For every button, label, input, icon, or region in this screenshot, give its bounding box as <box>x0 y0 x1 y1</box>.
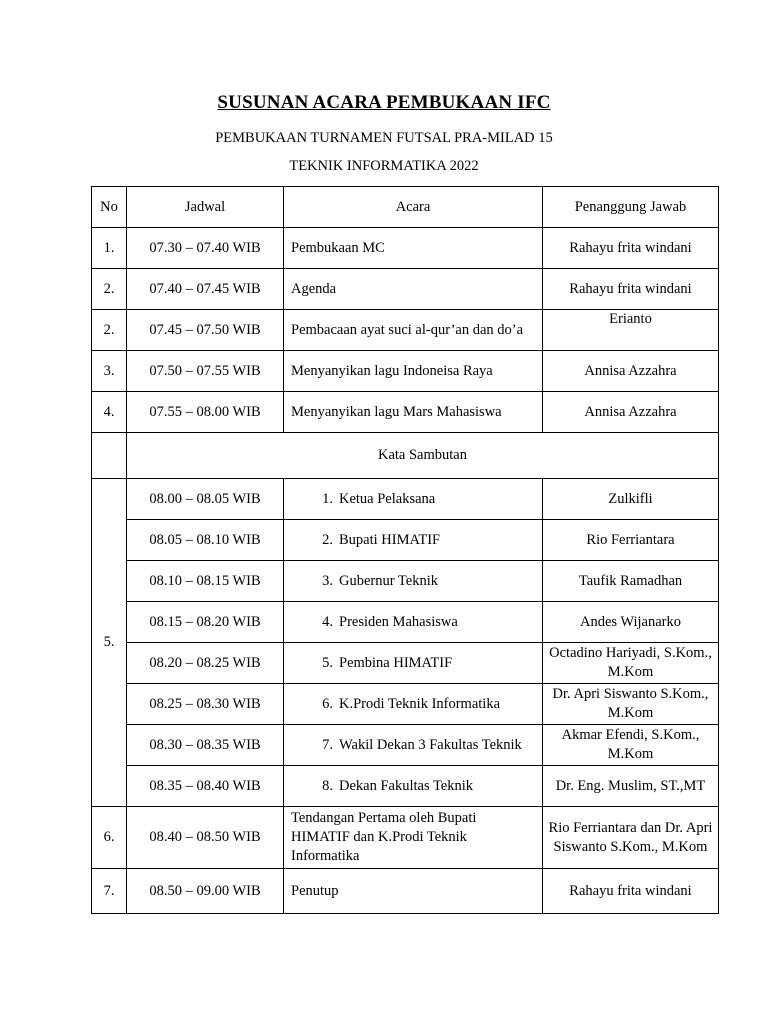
item-text: Ketua Pelaksana <box>339 490 436 507</box>
row-no: 6. <box>92 807 127 869</box>
row-acara <box>284 479 543 520</box>
document-subtitle-event: PEMBUKAAN TURNAMEN FUTSAL PRA-MILAD 15 <box>215 130 553 146</box>
row-pj: Andes Wijanarko <box>543 602 719 643</box>
row-jadwal: 07.55 – 08.00 WIB <box>127 392 284 433</box>
row-acara: Menyanyikan lagu Indoneisa Raya <box>284 351 543 392</box>
row-pj: Annisa Azzahra <box>543 392 719 433</box>
row-acara: Menyanyikan lagu Mars Mahasiswa <box>284 392 543 433</box>
row-jadwal: 08.05 – 08.10 WIB <box>127 520 284 561</box>
row-no: 7. <box>92 869 127 914</box>
row-jadwal: 08.10 – 08.15 WIB <box>127 561 284 602</box>
row-jadwal: 08.40 – 08.50 WIB <box>127 807 284 869</box>
row-acara <box>284 602 543 643</box>
table-row <box>92 602 719 643</box>
item-number: 6. <box>322 695 333 712</box>
item-text: Dekan Fakultas Teknik <box>339 777 474 794</box>
row-acara <box>284 520 543 561</box>
row-pj: Annisa Azzahra <box>543 351 719 392</box>
table-row <box>92 561 719 602</box>
header-jadwal: Jadwal <box>127 187 284 228</box>
row-pj: Rahayu frita windani <box>543 869 719 914</box>
row-pj: Taufik Ramadhan <box>543 561 719 602</box>
row-pj: Dr. Eng. Muslim, ST.,MT <box>543 766 719 807</box>
row-pj: Rio Ferriantara <box>543 520 719 561</box>
row-no: 1. <box>92 228 127 269</box>
row-acara: Tendangan Pertama oleh Bupati HIMATIF dan K.Prodi Teknik Informatika <box>284 807 543 869</box>
row-no: 3. <box>92 351 127 392</box>
table-row <box>92 310 719 351</box>
sambutan-no: 5. <box>92 479 127 807</box>
table-row <box>92 807 719 869</box>
row-acara <box>284 766 543 807</box>
row-jadwal: 07.45 – 07.50 WIB <box>127 310 284 351</box>
item-text: Gubernur Teknik <box>339 572 438 589</box>
table-row <box>92 269 719 310</box>
sambutan-header-no-cell <box>92 433 127 479</box>
item-number: 5. <box>322 654 333 671</box>
row-pj: Erianto <box>543 310 719 351</box>
item-number: 1. <box>322 490 333 507</box>
table-row <box>92 520 719 561</box>
item-text: K.Prodi Teknik Informatika <box>339 695 501 712</box>
row-jadwal: 08.00 – 08.05 WIB <box>127 479 284 520</box>
table-row <box>92 392 719 433</box>
table-row <box>92 725 719 766</box>
row-acara <box>284 725 543 766</box>
table-row <box>92 228 719 269</box>
item-number: 4. <box>322 613 333 630</box>
table-row <box>92 869 719 914</box>
row-acara: Agenda <box>284 269 543 310</box>
item-text: Presiden Mahasiswa <box>339 613 458 630</box>
item-number: 7. <box>322 736 333 753</box>
table-row <box>92 643 719 684</box>
row-pj: Akmar Efendi, S.Kom., M.Kom <box>543 725 719 766</box>
sambutan-header-row <box>92 433 719 479</box>
table-row <box>92 479 719 520</box>
row-acara: Pembukaan MC <box>284 228 543 269</box>
item-number: 8. <box>322 777 333 794</box>
table-row <box>92 684 719 725</box>
sambutan-header: Kata Sambutan <box>127 433 719 479</box>
row-no: 2. <box>92 269 127 310</box>
row-acara <box>284 684 543 725</box>
row-no: 2. <box>92 310 127 351</box>
row-jadwal: 08.25 – 08.30 WIB <box>127 684 284 725</box>
row-pj: Rahayu frita windani <box>543 269 719 310</box>
header-penanggung-jawab: Penanggung Jawab <box>543 187 719 228</box>
table-row <box>92 766 719 807</box>
row-jadwal: 08.35 – 08.40 WIB <box>127 766 284 807</box>
item-text: Bupati HIMATIF <box>339 531 441 548</box>
schedule-table <box>91 186 719 914</box>
row-acara: Pembacaan ayat suci al-qur’an dan do’a <box>284 310 543 351</box>
table-header-row <box>92 187 719 228</box>
item-text: Pembina HIMATIF <box>339 654 453 671</box>
row-jadwal: 08.20 – 08.25 WIB <box>127 643 284 684</box>
row-acara <box>284 561 543 602</box>
header-acara: Acara <box>284 187 543 228</box>
row-jadwal: 07.50 – 07.55 WIB <box>127 351 284 392</box>
table-row <box>92 351 719 392</box>
row-pj: Zulkifli <box>543 479 719 520</box>
item-number: 2. <box>322 531 333 548</box>
row-jadwal: 08.15 – 08.20 WIB <box>127 602 284 643</box>
row-pj: Octadino Hariyadi, S.Kom., M.Kom <box>543 643 719 684</box>
item-text: Wakil Dekan 3 Fakultas Teknik <box>339 736 522 753</box>
header-no: No <box>92 187 127 228</box>
row-jadwal: 07.40 – 07.45 WIB <box>127 269 284 310</box>
row-pj: Rio Ferriantara dan Dr. Apri Siswanto S.Kom., M.Kom <box>543 807 719 869</box>
row-no: 4. <box>92 392 127 433</box>
row-pj: Rahayu frita windani <box>543 228 719 269</box>
document-title: SUSUNAN ACARA PEMBUKAAN IFC <box>217 92 551 113</box>
row-jadwal: 08.50 – 09.00 WIB <box>127 869 284 914</box>
row-jadwal: 08.30 – 08.35 WIB <box>127 725 284 766</box>
row-acara: Penutup <box>284 869 543 914</box>
item-number: 3. <box>322 572 333 589</box>
document-subtitle-org: TEKNIK INFORMATIKA 2022 <box>289 158 479 174</box>
row-acara <box>284 643 543 684</box>
row-jadwal: 07.30 – 07.40 WIB <box>127 228 284 269</box>
row-pj: Dr. Apri Siswanto S.Kom., M.Kom <box>543 684 719 725</box>
